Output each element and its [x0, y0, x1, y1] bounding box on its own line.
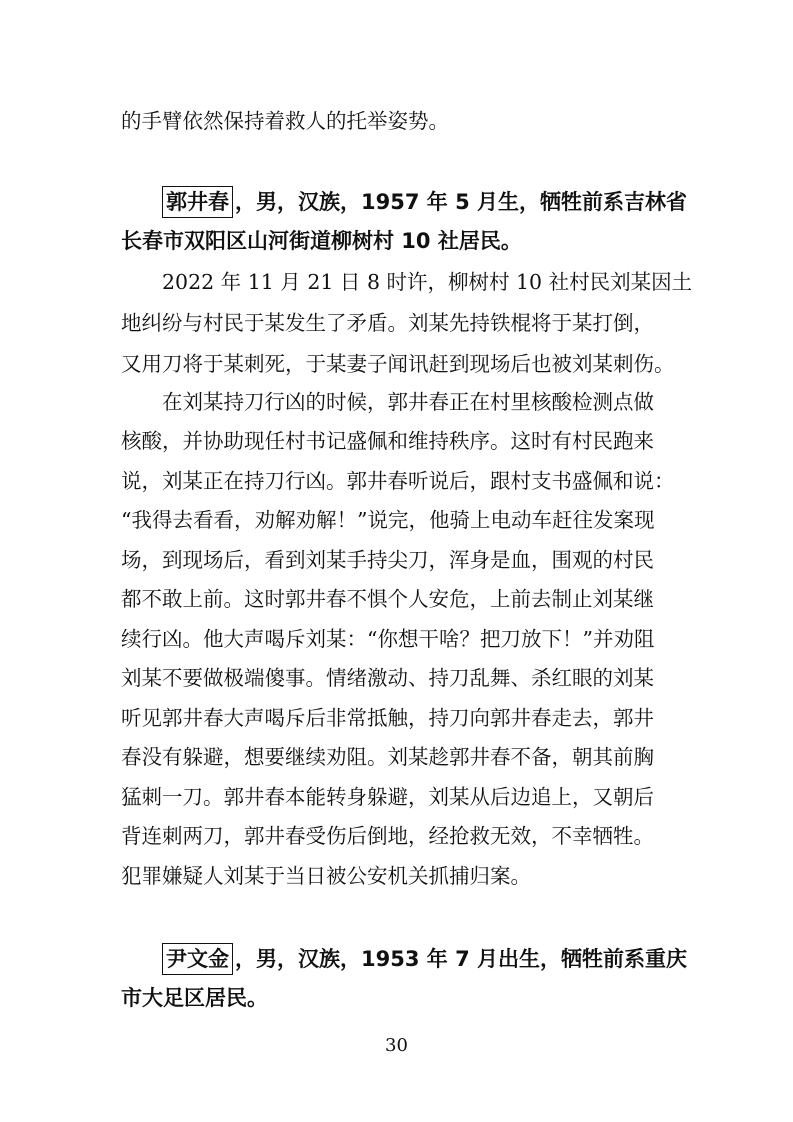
section1-name-box: 郭井春 [162, 186, 233, 218]
paragraph2-line: 说，刘某正在持刀行凶。郭井春听说后，跟村支书盛佩和说： [121, 469, 675, 493]
paragraph2-line: 背连刺两刀，郭井春受伤后倒地，经抢救无效，不幸牺牲。 [121, 824, 654, 848]
section2-name-box: 尹文金 [162, 943, 233, 975]
paragraph1-line: 2022 年 11 月 21 日 8 时许，柳树村 10 社村民刘某因土 [162, 270, 693, 294]
paragraph2-line: 春没有躲避，想要继续劝阻。刘某趁郭井春不备，朝其前胸 [121, 745, 654, 769]
paragraph1-line: 地纠纷与村民于某发生了矛盾。刘某先持铁棍将于某打倒， [121, 311, 654, 335]
paragraph1-line: 又用刀将于某刺死，于某妻子闻讯赶到现场后也被刘某刺伤。 [121, 352, 675, 376]
section2-heading-line2: 市大足区居民。 [121, 986, 268, 1010]
continued-paragraph-line: 的手臂依然保持着救人的托举姿势。 [121, 109, 449, 133]
paragraph2-line: 犯罪嫌疑人刘某于当日被公安机关抓捕归案。 [121, 864, 531, 888]
section1-heading-line2: 长春市双阳区山河街道柳树村 10 社居民。 [121, 229, 522, 253]
paragraph2-line: 核酸，并协助现任村书记盛佩和维持秩序。这时有村民跑来 [121, 429, 654, 453]
paragraph2-line: 都不敢上前。这时郭井春不惧个人安危，上前去制止刘某继 [121, 587, 654, 611]
paragraph2-line: 在刘某持刀行凶的时候，郭井春正在村里核酸检测点做 [162, 390, 654, 414]
page-number: 30 [385, 1035, 408, 1056]
paragraph2-line: “我得去看看，劝解劝解！”说完，他骑上电动车赶往发案现 [121, 508, 655, 532]
section1-heading-line1 [162, 184, 687, 220]
section2-heading-line1 [162, 941, 687, 977]
section1-heading-rest: ，男，汉族，1957 年 5 月生，牺牲前系吉林省 [235, 190, 687, 214]
paragraph2-line: 续行凶。他大声喝斥刘某：“你想干啥？把刀放下！”并劝阻 [121, 627, 655, 651]
section2-heading-rest: ，男，汉族，1953 年 7 月出生，牺牲前系重庆 [235, 947, 687, 971]
paragraph2-line: 场，到现场后，看到刘某手持尖刀，浑身是血，围观的村民 [121, 548, 654, 572]
paragraph2-line: 听见郭井春大声喝斥后非常抵触，持刀向郭井春走去，郭井 [121, 706, 654, 730]
paragraph2-line: 猛刺一刀。郭井春本能转身躲避，刘某从后边追上，又朝后 [121, 785, 654, 809]
paragraph2-line: 刘某不要做极端傻事。情绪激动、持刀乱舞、杀红眼的刘某 [121, 666, 654, 690]
